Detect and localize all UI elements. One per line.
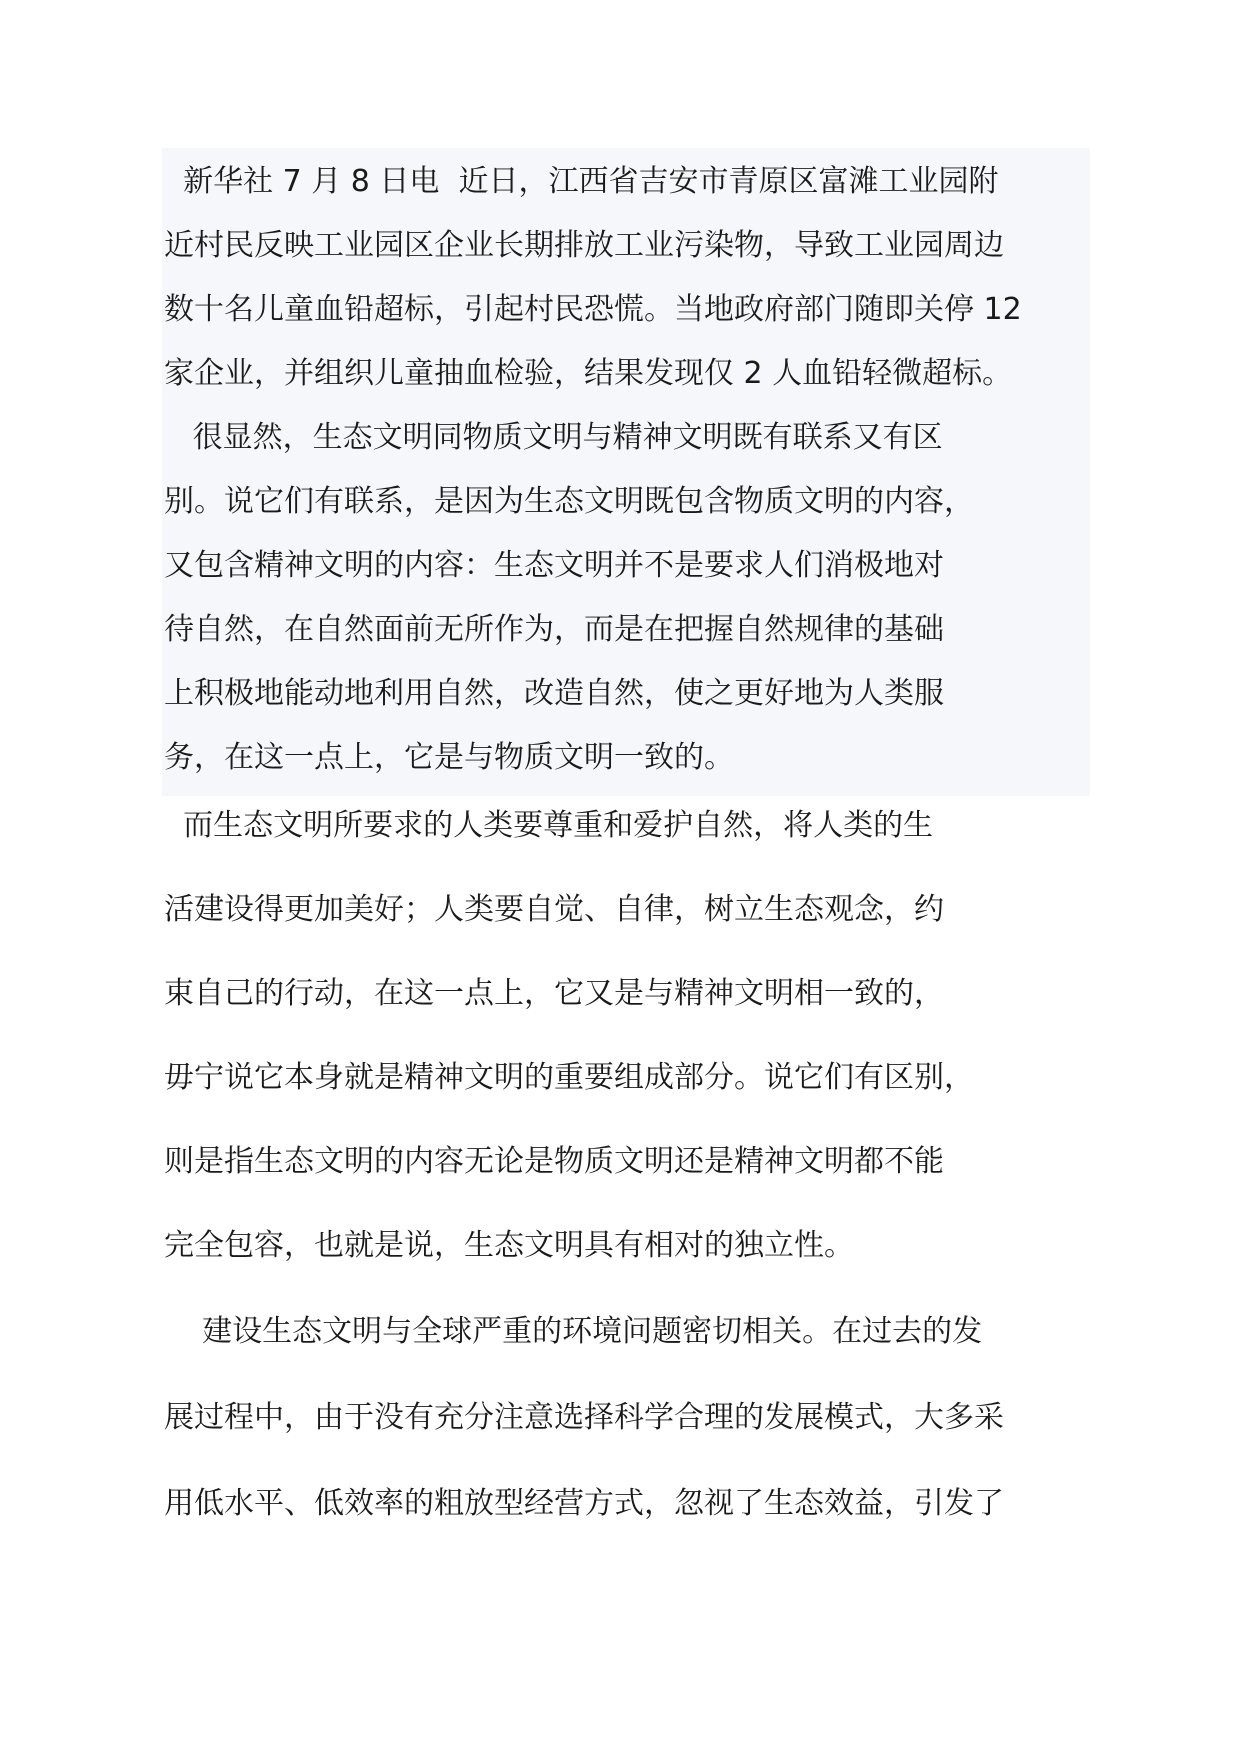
paragraph-4-line-1: 建设生态文明与全球严重的环境问题密切相关。在过去的发 [164,1314,983,1349]
paragraph-1-line-3: 数十名儿童血铅超标，引起村民恐慌。当地政府部门随即关停 12 [164,292,1022,327]
paragraph-2-line-4: 待自然，在自然面前无所作为，而是在把握自然规律的基础 [164,612,944,647]
paragraph-3-line-6: 完全包容，也就是说，生态文明具有相对的独立性。 [164,1228,854,1263]
paragraph-1-line-4: 家企业，并组织儿童抽血检验，结果发现仅 2 人血铅轻微超标。 [164,356,1013,391]
paragraph-2-line-3: 又包含精神文明的内容：生态文明并不是要求人们消极地对 [164,548,944,583]
paragraph-2-line-5: 上积极地能动地利用自然，改造自然，使之更好地为人类服 [164,676,944,711]
paragraph-3-line-4: 毋宁说它本身就是精神文明的重要组成部分。说它们有区别， [164,1060,974,1095]
paragraph-1-line-2: 近村民反映工业园区企业长期排放工业污染物，导致工业园周边 [164,228,1004,263]
paragraph-2-line-6: 务，在这一点上，它是与物质文明一致的。 [164,740,734,775]
paragraph-1-line-1: 新华社 7 月 8 日电 近日，江西省吉安市青原区富滩工业园附 [164,164,999,199]
paragraph-3-line-1: 而生态文明所要求的人类要尊重和爱护自然，将人类的生 [164,808,934,843]
paragraph-4-line-2: 展过程中，由于没有充分注意选择科学合理的发展模式，大多采 [164,1400,1004,1435]
paragraph-3-line-5: 则是指生态文明的内容无论是物质文明还是精神文明都不能 [164,1144,944,1179]
paragraph-2-line-1: 很显然，生态文明同物质文明与精神文明既有联系又有区 [164,420,943,455]
paragraph-3-line-2: 活建设得更加美好；人类要自觉、自律，树立生态观念，约 [164,892,944,927]
paragraph-3-line-3: 束自己的行动，在这一点上，它又是与精神文明相一致的， [164,976,944,1011]
paragraph-2-line-2: 别。说它们有联系，是因为生态文明既包含物质文明的内容， [164,484,974,519]
paragraph-4-line-3: 用低水平、低效率的粗放型经营方式，忽视了生态效益，引发了 [164,1486,1004,1521]
